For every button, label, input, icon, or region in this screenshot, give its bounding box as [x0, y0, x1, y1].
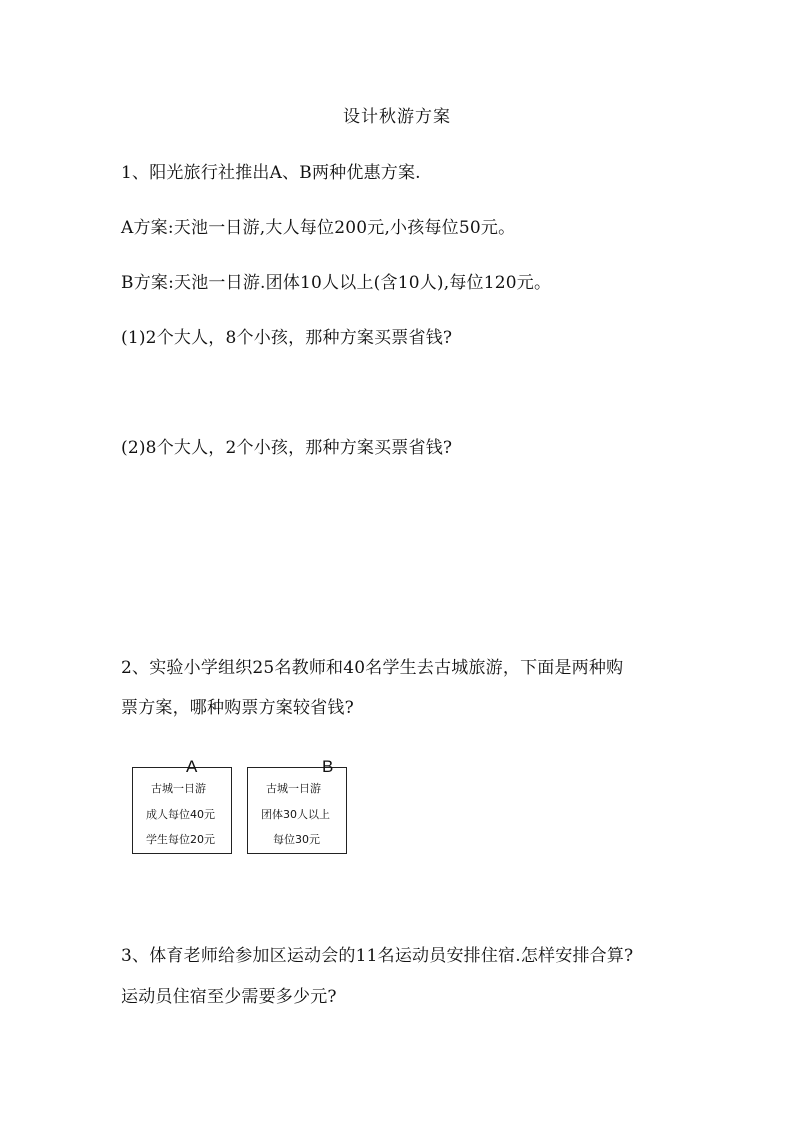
- question-1-subquestion-2: (2)8个大人，2个小孩，那种方案买票省钱?: [121, 438, 453, 458]
- question-2-line-2: 票方案，哪种购票方案较省钱?: [121, 698, 354, 718]
- ticket-plan-a-box: [132, 757, 232, 854]
- page-title: 设计秋游方案: [343, 107, 451, 127]
- ticket-plan-a-letter: A: [186, 757, 198, 776]
- question-1-plan-a: A方案:天池一日游,大人每位200元,小孩每位50元。: [121, 218, 516, 238]
- ticket-plan-b-box: [247, 757, 347, 854]
- question-3-line-1: 3、体育老师给参加区运动会的11名运动员安排住宿.怎样安排合算?: [121, 946, 634, 966]
- ticket-plan-a-line-2: 成人每位40元: [146, 808, 215, 821]
- question-2-line-1: 2、实验小学组织25名教师和40名学生去古城旅游，下面是两种购: [121, 658, 624, 678]
- question-1-subquestion-1: (1)2个大人，8个小孩，那种方案买票省钱?: [121, 328, 453, 348]
- ticket-plan-b-line-3: 每位30元: [273, 833, 320, 846]
- ticket-plan-a-line-1: 古城一日游: [151, 782, 206, 795]
- ticket-plan-b-line-2: 团体30人以上: [261, 808, 330, 821]
- ticket-plan-b-line-1: 古城一日游: [266, 782, 321, 795]
- ticket-plan-b-letter: B: [322, 757, 334, 776]
- question-1-intro: 1、阳光旅行社推出A、B两种优惠方案.: [121, 163, 421, 183]
- ticket-plan-a-line-3: 学生每位20元: [146, 833, 215, 846]
- question-3-line-2: 运动员住宿至少需要多少元?: [121, 987, 337, 1007]
- question-1-plan-b: B方案:天池一日游.团体10人以上(含10人),每位120元。: [121, 273, 552, 293]
